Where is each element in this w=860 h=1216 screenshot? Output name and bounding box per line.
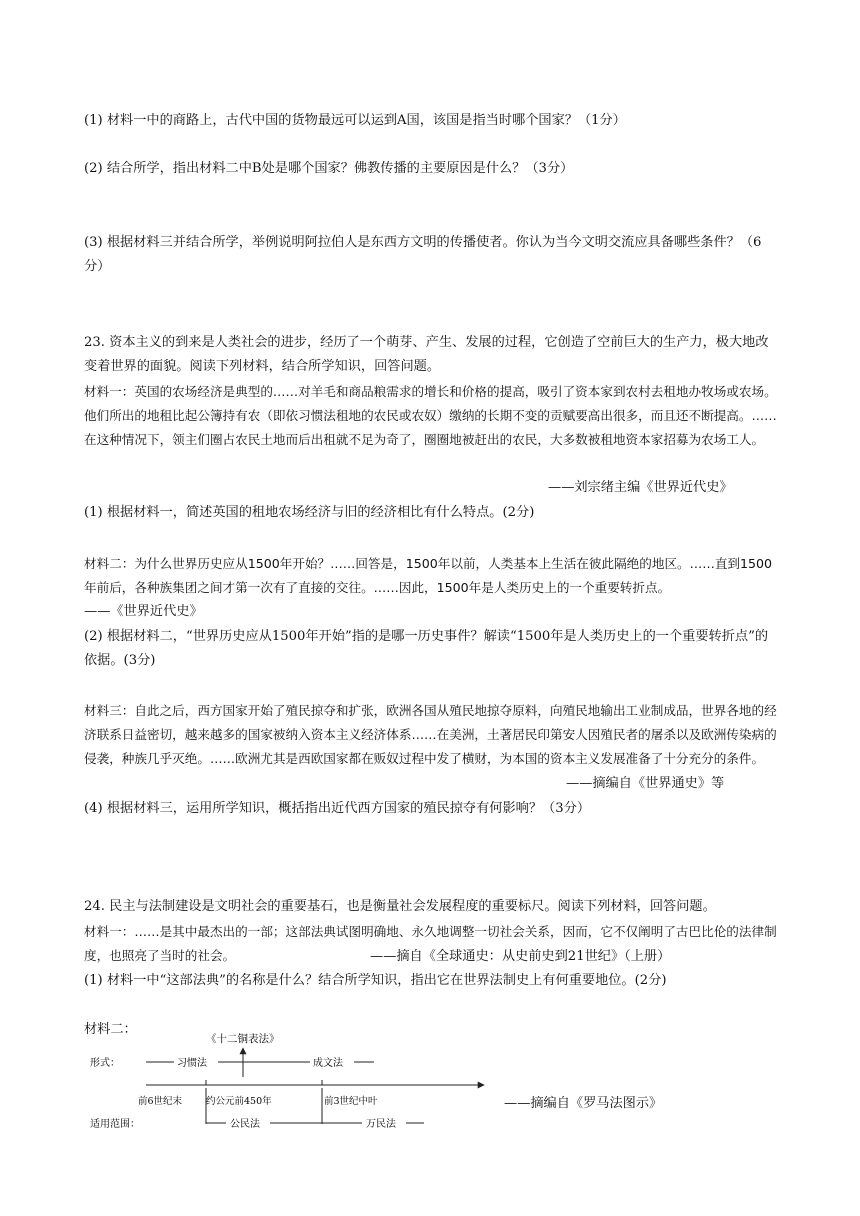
customary-law-label: 习惯法 bbox=[177, 1058, 207, 1069]
q24-question1: (1) 材料一中“这部法典”的名称是什么？结合所学知识，指出它在世界法制史上有何重要地位。(2分) bbox=[84, 973, 667, 988]
q23-material2: 材料二：为什么世界历史应从1500年开始？……回答是，1500年以前，人类基本上生活在彼此隔绝的地区。……直到1500年前后，各种族集团之间才第一次有了直接的交往。……因此，1500年是人类历史上的一个重要转折点。 bbox=[84, 556, 773, 595]
civil-law-label: 公民法 bbox=[230, 1119, 260, 1130]
q23-material3-source: ——摘编自《世界通史》等 bbox=[566, 776, 725, 791]
roman-law-diagram bbox=[84, 1032, 504, 1142]
q23-material2-source: ——《世界近代史》 bbox=[84, 604, 203, 619]
q23-question4: (4) 根据材料三，运用所学知识，概括指出近代西方国家的殖民掠夺有何影响？（3分） bbox=[84, 801, 591, 816]
q23-intro: 23. 资本主义的到来是人类社会的进步，经历了一个萌芽、产生、发展的过程，它创造了空前巨大的生产力，极大地改变着世界的面貌。阅读下列材料，结合所学知识，回答问题。 bbox=[84, 335, 769, 374]
q24-material2-label: 材料二： bbox=[84, 1022, 137, 1037]
time-label-1: 前6世纪末 bbox=[138, 1096, 183, 1107]
q24-material1: 材料一：……是其中最杰出的一部；这部法典试图明确地、永久地调整一切社会关系，因而，它不仅阐明了古巴比伦的法律制度，也照亮了当时的社会。 bbox=[84, 924, 777, 963]
q24-material1-source: ——摘自《全球通史：从史前史到21世纪》（上册） bbox=[370, 949, 671, 964]
q22-sub1: (1) 材料一中的商路上，古代中国的货物最远可以运到A国，该国是指当时哪个国家？（1分） bbox=[84, 113, 626, 128]
q22-sub3: (3) 根据材料三并结合所学，举例说明阿拉伯人是东西方文明的传播使者。你认为当今文明交流应具备哪些条件？（6分） bbox=[84, 235, 762, 274]
time-label-3: 前3世纪中叶 bbox=[324, 1096, 378, 1107]
q23-material1: 材料一：英国的农场经济是典型的……对羊毛和商品粮需求的增长和价格的提高，吸引了资本家到农村去租地办牧场或农场。他们所出的地租比起公簿持有农（即依习惯法租地的农民或农奴）缴纳的长期不变的贡赋要高出很多，而且还不断提高。……在这种情况下，领主们圈占农民土地而后出租就不足为奇了，圈圈地被赶出的农民，大多数被租地资本家招募为农场工人。 bbox=[84, 384, 777, 447]
law-of-nations-label: 万民法 bbox=[366, 1119, 396, 1130]
q24-intro: 24. 民主与法制建设是文明社会的重要基石，也是衡量社会发展程度的重要标尺。阅读下列材料，回答问题。 bbox=[84, 899, 716, 914]
written-law-label: 成文法 bbox=[313, 1058, 343, 1069]
q23-question2: (2) 根据材料二，“世界历史应从1500年开始”指的是哪一历史事件？解读“1500年是人类历史上的一个重要转折点”的依据。(3分) bbox=[84, 629, 769, 668]
q23-material1-source: ——刘宗绪主编《世界近代史》 bbox=[548, 480, 733, 495]
twelve-tables-label: 《十二铜表法》 bbox=[206, 1033, 280, 1045]
q24-material2-source: ——摘编自《罗马法图示》 bbox=[504, 1096, 663, 1111]
time-label-2: 约公元前450年 bbox=[206, 1096, 272, 1107]
scope-label: 适用范围： bbox=[90, 1119, 140, 1130]
q22-sub2: (2) 结合所学，指出材料二中B处是哪个国家？佛教传播的主要原因是什么？（3分） bbox=[84, 161, 574, 176]
q23-question1: (1) 根据材料一，简述英国的租地农场经济与旧的经济相比有什么特点。(2分) bbox=[84, 505, 535, 520]
q23-material3: 材料三：自此之后，西方国家开始了殖民掠夺和扩张，欧洲各国从殖民地掠夺原料，向殖民地输出工业制成品，世界各地的经济联系日益密切，越来越多的国家被纳入资本主义经济体系……在美洲，土著居民印第安人因殖民者的屠杀以及欧洲传染病的侵袭，种族几乎灭绝。……欧洲尤其是西欧国家都在贩奴过程中发了横财，为本国的资本主义发展准备了十分充分的条件。 bbox=[84, 703, 777, 766]
form-label: 形式： bbox=[90, 1058, 120, 1069]
